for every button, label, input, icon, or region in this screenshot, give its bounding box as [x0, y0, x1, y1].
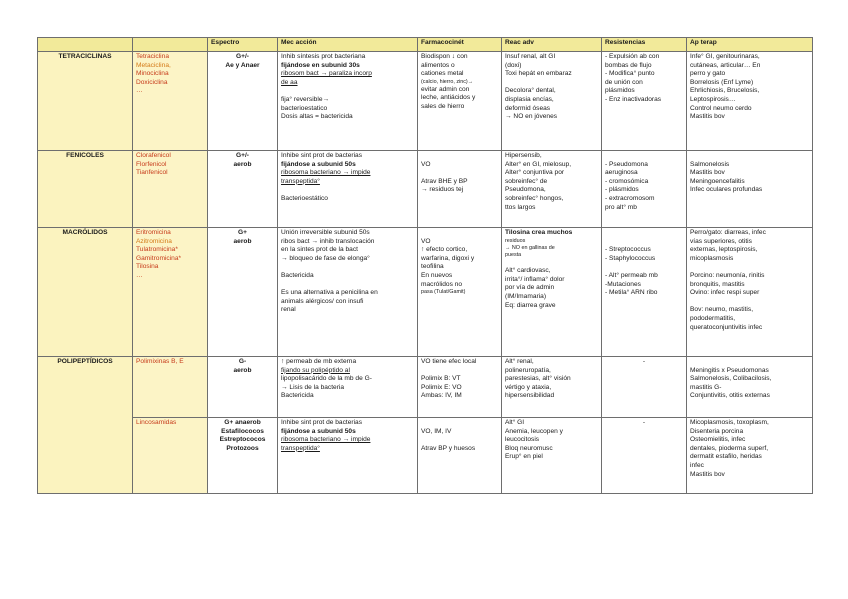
aplicacion-line: Borrelosis (Enf Lyme)	[690, 78, 754, 86]
farmaco-line: sales de hierro	[421, 102, 465, 110]
mecanismo-line: en la sintes prot de la bact	[281, 246, 358, 254]
drug-name: Lincosamidas	[136, 419, 177, 426]
drug-list	[133, 228, 208, 357]
reacciones-cell	[502, 151, 602, 228]
resistencias-cell	[602, 228, 687, 357]
resistencias-cell: -	[602, 418, 687, 494]
reacciones-cell	[502, 357, 602, 418]
aplicacion-line	[690, 298, 809, 307]
aplicacion-line	[690, 263, 809, 272]
aplicacion-line: Bov: neumo, mastitis,	[690, 306, 754, 314]
mecanismo-cell	[278, 418, 418, 494]
aplicacion-line: externas, leptospirosis,	[690, 246, 758, 254]
espectro-line: G+/-	[235, 152, 249, 159]
mecanismo-cell	[278, 357, 418, 418]
reaccion-line: Alt° GI	[505, 419, 525, 426]
reaccion-line: residuos	[505, 237, 526, 244]
drug-name: Azitromicina	[136, 237, 172, 245]
mecanismo-line: Unión irreversible subunid 50s	[281, 229, 370, 236]
aplicacion-line: Meningitis x Pseudomonas	[690, 366, 769, 374]
reaccion-line: sobreinfec° de	[505, 177, 548, 185]
reaccion-line: Anemia, leucopen y	[505, 427, 563, 435]
reaccion-line: displasia encías,	[505, 95, 554, 103]
farmaco-line: Polimix B: VT	[421, 375, 461, 383]
aplicacion-line: micoplasmosis	[690, 254, 734, 262]
reaccion-line: → NO en gallinas de	[505, 244, 555, 251]
reaccion-line: Insuf renal, alt GI	[505, 53, 556, 60]
drug-name: Tilosina	[136, 263, 159, 271]
espectro-line: aerob	[233, 237, 252, 245]
group-label: FENICOLES	[38, 151, 133, 228]
reaccion-line: → NO en jóvenes	[505, 113, 558, 121]
table-row-fenicoles	[38, 151, 813, 228]
header-resistencias: Resistencias	[602, 38, 687, 52]
farmaco-line: evitar admin con	[421, 85, 470, 93]
reaccion-line: hipersensibilidad	[505, 392, 555, 400]
reaccion-line: polineruropatía,	[505, 366, 551, 374]
farmaco-line: (calcio, hierro, zinc)→	[421, 78, 474, 85]
mecanismo-line: animals alérgicos/ con insufi	[281, 297, 364, 305]
mecanismo-line: renal	[281, 306, 296, 314]
reaccion-line: Alter° conjuntiva por	[505, 169, 565, 177]
espectro-cell	[208, 228, 278, 357]
resistencia-line: bombas de flujo	[605, 61, 652, 69]
mecanismo-line: Dosis altas = bactericida	[281, 113, 353, 121]
reaccion-line: puesta	[505, 251, 522, 258]
drug-name: Tetraciclina	[136, 53, 169, 60]
farmaco-line: Atrav BHE y BP	[421, 177, 468, 185]
aplicacion-line: dentales, pioderma superf,	[690, 444, 769, 452]
mecanismo-line: → Lisis de la bacteria	[281, 383, 345, 391]
reaccion-line: leucocitosis	[505, 436, 540, 444]
reaccion-line: Erup° en piel	[505, 453, 543, 461]
aplicacion-line	[690, 152, 809, 161]
aplicacion-line: dermatit estafilo, heridas	[690, 453, 762, 461]
resistencia-line	[605, 263, 683, 272]
mecanismo-line: transpeptida°	[281, 444, 320, 452]
aplicacion-line: vías superiores, otitis	[690, 237, 752, 245]
espectro-cell	[208, 357, 278, 418]
aplicacion-line: Perro/gato: diarreas, infec	[690, 229, 766, 236]
resistencias-cell	[602, 52, 687, 151]
aplicacion-line: Salmonelosis	[690, 160, 730, 168]
mecanismo-line: fijándose en subunid 30s	[281, 61, 360, 69]
drug-list	[133, 151, 208, 228]
reaccion-line: Decolora° dental,	[505, 87, 556, 95]
reaccion-line: sobreinfec° hongos,	[505, 194, 564, 202]
mecanismo-line: Es una alternativa a penicilina en	[281, 289, 378, 297]
resistencia-line: - Streptococcus	[605, 246, 651, 254]
drug-name: Metaciclina,	[136, 61, 171, 69]
aplicacion-line: Leptospirosis…	[690, 95, 736, 103]
farmaco-line: VO tiene efec local	[421, 358, 477, 365]
resistencia-line: -Mutaciones	[605, 280, 641, 288]
mecanismo-line	[281, 281, 414, 290]
mecanismo-line: fija° reversible→	[281, 95, 330, 103]
resistencia-line: - Expulsión ab con	[605, 53, 660, 60]
reaccion-line: Pseudomona,	[505, 186, 546, 194]
drug-list	[133, 418, 208, 494]
table-row-macrolidos	[38, 228, 813, 357]
aplicacion-line: Meningoencefalitis	[690, 177, 745, 185]
farmaco-line	[421, 152, 498, 161]
resistencias-cell: -	[602, 357, 687, 418]
group-label: TETRACICLINAS	[38, 52, 133, 151]
drug-name: Clorafenicol	[136, 152, 171, 159]
resistencia-line	[605, 229, 683, 238]
farmaco-line: En nuevos	[421, 271, 453, 279]
farmacocinetica-cell	[418, 52, 502, 151]
farmaco-line: VO	[421, 237, 431, 245]
reacciones-cell	[502, 52, 602, 151]
farmaco-line: Atrav BP y huesos	[421, 444, 476, 452]
aplicacion-line: bronquitis, mastitis	[690, 280, 745, 288]
reaccion-line: parestesias, alt° visión	[505, 375, 571, 383]
reacciones-cell	[502, 228, 602, 357]
reaccion-line: ttos largos	[505, 203, 536, 211]
aplicacion-line: Conjuntivitis, otitis externas	[690, 392, 770, 400]
aplicacion-line	[690, 358, 809, 367]
aplicacion-line: Control neumo cerdo	[690, 104, 752, 112]
drug-name: …	[136, 87, 143, 95]
reaccion-line: deformid óseas	[505, 104, 551, 112]
farmaco-line: Ambas: IV, IM	[421, 392, 462, 400]
farmaco-line: Polimix E: VO	[421, 383, 462, 391]
resistencia-line: - Pseudomona	[605, 160, 648, 168]
espectro-line: aerob	[233, 160, 252, 168]
aplicacion-line: Ovino: infec respi super	[690, 289, 760, 297]
espectro-cell	[208, 52, 278, 151]
farmaco-line	[421, 367, 498, 376]
aplicaciones-cell	[687, 52, 813, 151]
drug-list	[133, 52, 208, 151]
table-row-tetraciclinas	[38, 52, 813, 151]
resistencia-line: - extracromosom	[605, 194, 655, 202]
mecanismo-line: Bactericida	[281, 271, 314, 279]
farmaco-line	[421, 229, 498, 238]
aplicacion-line: Mastitis bov	[690, 169, 725, 177]
antibiotics-table	[37, 37, 813, 494]
drug-name: Doxiciclina	[136, 78, 168, 86]
resistencia-line: - plásmidos	[605, 186, 639, 194]
espectro-line: Estreptococos	[219, 436, 266, 444]
header-mecanismo: Mec acción	[278, 38, 418, 52]
mecanismo-line: Bacterioestático	[281, 194, 328, 202]
aplicacion-line: queratoconjuntivitis infec	[690, 323, 763, 331]
drug-name: Eritromicina	[136, 229, 171, 236]
mecanismo-line: lipopolisacárido de la mb de G-	[281, 375, 372, 383]
reaccion-line: Alter° en GI, mielosup,	[505, 160, 572, 168]
reacciones-cell	[502, 418, 602, 494]
espectro-line: Protozoos	[226, 444, 259, 452]
aplicacion-line: Salmonelosis, Colibacilosis,	[690, 375, 772, 383]
header-drugs	[133, 38, 208, 52]
espectro-line: G-	[238, 358, 247, 365]
reaccion-line: por vía de admin	[505, 284, 555, 292]
resistencia-line: plásmidos	[605, 87, 635, 95]
aplicacion-line: Infe° GI, genitourinaras,	[690, 53, 760, 60]
resistencia-line: de unión con	[605, 78, 643, 86]
aplicacion-line: Infec oculares profundas	[690, 186, 763, 194]
mecanismo-line: Inhibe sint prot de bacterias	[281, 419, 363, 426]
mecanismo-line	[281, 87, 414, 96]
farmaco-line: alimentos o	[421, 61, 455, 69]
mecanismo-line	[281, 263, 414, 272]
aplicacion-line: mastitis G-	[690, 383, 722, 391]
farmaco-line: VO	[421, 160, 431, 168]
drug-list	[133, 357, 208, 418]
farmacocinetica-cell	[418, 357, 502, 418]
aplicacion-line: Mastitis bov	[690, 113, 725, 121]
farmaco-line	[421, 419, 498, 428]
reaccion-line: Toxi hepát en embaraz	[505, 70, 572, 78]
header-corner	[38, 38, 133, 52]
header-row	[38, 38, 813, 52]
farmaco-line: cationes metal	[421, 70, 464, 78]
resistencia-line: pro alt° mb	[605, 203, 637, 211]
aplicacion-line: Micoplasmosis, toxoplasm,	[690, 419, 769, 426]
mecanismo-cell	[278, 151, 418, 228]
reaccion-line: vértigo y ataxia,	[505, 383, 552, 391]
farmaco-line	[421, 436, 498, 445]
resistencia-line: - cromosómica	[605, 177, 649, 185]
farmaco-line: pasa (Tulat/Gamit)	[421, 289, 466, 296]
mecanismo-line: fijándose a subunid 50s	[281, 427, 356, 435]
mecanismo-line: → bloqueo de fase de elonga°	[281, 254, 370, 262]
mecanismo-line: ribosoma bacteriano → impide	[281, 436, 371, 444]
farmaco-line: VO, IM, IV	[421, 427, 452, 435]
reaccion-line: irrita°/ inflama° dolor	[505, 275, 565, 283]
mecanismo-line: ribosoma bacteriano → impide	[281, 169, 371, 177]
farmaco-line: Biodispon ↓ con	[421, 53, 468, 60]
mecanismo-line: fijando su polipéptido al	[281, 366, 350, 374]
aplicacion-line: perro y gato	[690, 70, 726, 78]
header-espectro: Espectro	[208, 38, 278, 52]
espectro-cell	[208, 418, 278, 494]
espectro-line: G+/-	[235, 53, 249, 60]
mecanismo-line: fijándose a subunid 50s	[281, 160, 356, 168]
reaccion-line: (doxi)	[505, 61, 522, 69]
reaccion-line: Alt° cardiovasc,	[505, 267, 551, 275]
aplicacion-line: Mastitis bov	[690, 470, 725, 478]
mecanismo-line	[281, 186, 414, 195]
resistencia-line: - Alt° permeab mb	[605, 271, 658, 279]
reaccion-line: (IM/Imamaria)	[505, 292, 547, 300]
aplicacion-line: infec	[690, 461, 704, 469]
group-label: MACRÓLIDOS	[38, 228, 133, 357]
espectro-line: G+	[238, 229, 247, 236]
drug-name: Gamitromicina*	[136, 254, 182, 262]
farmaco-line: teofilina	[421, 263, 444, 271]
farmaco-line: → residuos tej	[421, 186, 464, 194]
resistencia-line	[605, 152, 683, 161]
farmaco-line: ↑ efecto cortico,	[421, 246, 468, 254]
aplicaciones-cell	[687, 151, 813, 228]
mecanismo-line: bacterioestatico	[281, 104, 328, 112]
drug-name: Tianfenicol	[136, 169, 168, 177]
drug-name: Minociclina	[136, 70, 169, 78]
aplicaciones-cell	[687, 418, 813, 494]
farmaco-line: leche, antiácidos y	[421, 94, 476, 102]
reaccion-line: Bloq neuromusc	[505, 444, 553, 452]
aplicacion-line: Ehrlichiosis, Brucelosis,	[690, 87, 760, 95]
espectro-line: aerob	[233, 366, 252, 374]
mecanismo-line: ↑ permeab de mb externa	[281, 358, 357, 365]
resistencia-line: - Staphylococcus	[605, 254, 656, 262]
mecanismo-cell	[278, 228, 418, 357]
resistencia-line: - Enz inactivadoras	[605, 95, 662, 103]
espectro-line: Estafilococos	[221, 427, 264, 435]
farmaco-line: warfarina, digoxi y	[421, 254, 475, 262]
resistencia-line	[605, 238, 683, 247]
mecanismo-cell	[278, 52, 418, 151]
drug-name: Florfenicol	[136, 160, 167, 168]
espectro-line: Ae y Anaer	[225, 61, 260, 69]
mecanismo-line: ribos bact → inhib translocación	[281, 237, 375, 245]
mecanismo-line: Inhibe sint prot de bacterias	[281, 152, 363, 159]
table-row-lincosamidas	[38, 418, 813, 494]
reaccion-line: Hipersensib,	[505, 152, 542, 159]
reaccion-line	[505, 259, 598, 268]
aplicacion-line: cutáneas, articular… En	[690, 61, 761, 69]
mecanismo-line: ribosom bact → paraliza incorp	[281, 70, 372, 78]
farmaco-line	[421, 169, 498, 178]
table-row-polimixinas	[38, 357, 813, 418]
resistencia-line: - Metila° ARN ribo	[605, 289, 658, 297]
mecanismo-line: de aa	[281, 78, 298, 86]
aplicacion-line: Osteomielitis, infec	[690, 436, 746, 444]
resistencias-cell	[602, 151, 687, 228]
aplicaciones-cell	[687, 357, 813, 418]
farmacocinetica-cell	[418, 151, 502, 228]
mecanismo-line: Inhib síntesis prot bacteriana	[281, 53, 366, 60]
group-label: POLIPEPTÍDICOS	[38, 357, 133, 494]
espectro-line: G+ anaerob	[224, 419, 261, 426]
aplicaciones-cell	[687, 228, 813, 357]
header-aplicaciones: Ap terap	[687, 38, 813, 52]
aplicacion-line: pododermatitis,	[690, 314, 736, 322]
mecanismo-line: transpeptida°	[281, 177, 320, 185]
farmaco-line: macrólidos no	[421, 280, 463, 288]
resistencia-line: - Modifica° punto	[605, 70, 655, 78]
drug-name: Tulatromicina*	[136, 246, 178, 254]
aplicacion-line: Disenteria porcina	[690, 427, 744, 435]
header-reacciones: Reac adv	[502, 38, 602, 52]
reaccion-line: Tilosina crea muchos	[505, 229, 573, 236]
mecanismo-line: Bactericida	[281, 392, 314, 400]
farmacocinetica-cell	[418, 228, 502, 357]
reaccion-line: Alt° renal,	[505, 358, 534, 365]
drug-name: Polimixinas B, E	[136, 358, 184, 365]
espectro-cell	[208, 151, 278, 228]
header-farmacocinetica: Farmacocinét	[418, 38, 502, 52]
farmacocinetica-cell	[418, 418, 502, 494]
reaccion-line: Eq: diarrea grave	[505, 301, 556, 309]
drug-name: …	[136, 271, 143, 279]
resistencia-line: aeruginosa	[605, 169, 638, 177]
aplicacion-line: Porcino: neumonía, rinitis	[690, 271, 765, 279]
